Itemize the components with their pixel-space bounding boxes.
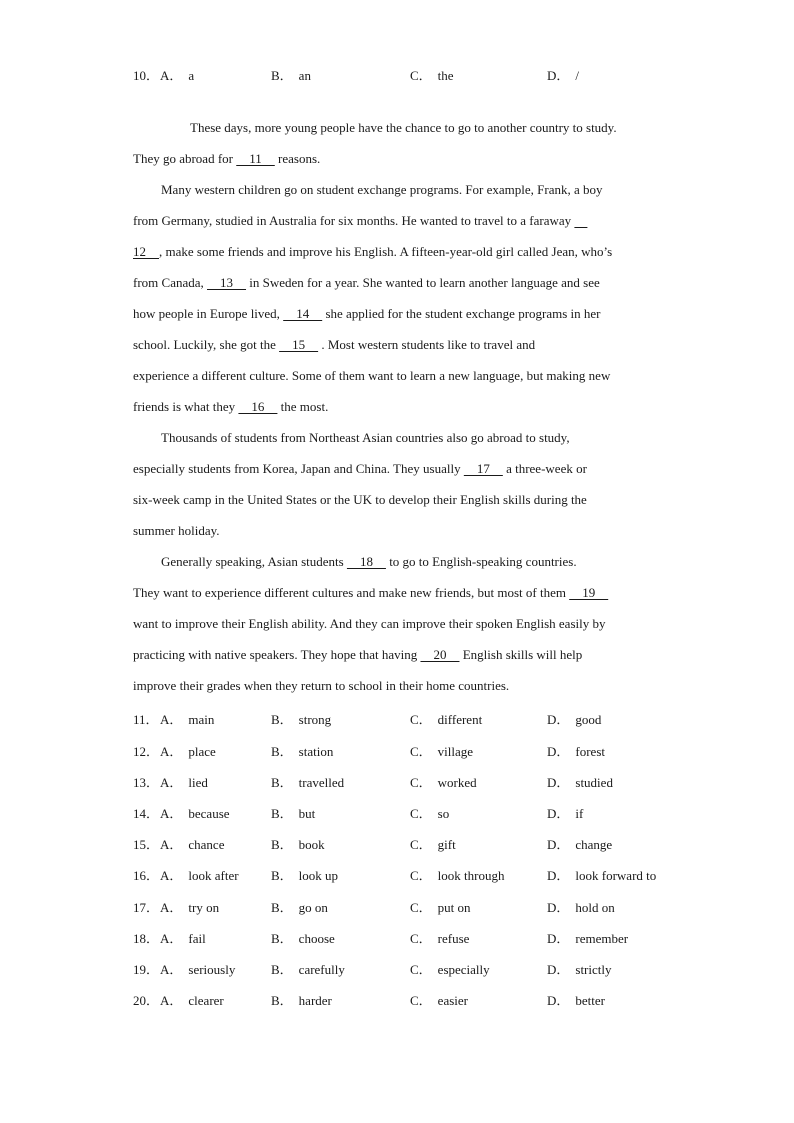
- passage-line: [133, 391, 663, 422]
- question-12: [133, 742, 693, 762]
- passage-text: in Sweden for a year. She wanted to learn another language and see: [246, 275, 600, 290]
- passage-text: she applied for the student exchange programs in her: [322, 306, 601, 321]
- question-13: [133, 773, 693, 793]
- option-text: book: [298, 837, 325, 852]
- option-text: easier: [437, 993, 468, 1008]
- option-text: lied: [188, 775, 208, 790]
- option-text: clearer: [188, 993, 224, 1008]
- option-key: C．: [410, 744, 432, 759]
- option-text: but: [298, 806, 316, 821]
- option-text: look after: [188, 868, 239, 883]
- blank-15: 15: [279, 337, 319, 352]
- option-d: [547, 991, 605, 1011]
- option-key: B．: [271, 868, 293, 883]
- passage-text: Thousands of students from Northeast Asian countries also go abroad to study,: [161, 430, 570, 445]
- question-number: 13．: [133, 775, 160, 790]
- passage-text: from Germany, studied in Australia for six months. He wanted to travel to a faraway: [133, 213, 575, 228]
- passage-text: the most.: [277, 399, 329, 414]
- blank-14: 14: [283, 306, 323, 321]
- option-text: refuse: [437, 931, 470, 946]
- option-key: D．: [547, 993, 570, 1008]
- option-key: D．: [547, 962, 570, 977]
- option-d: [547, 742, 605, 762]
- option-c: [410, 835, 456, 855]
- option-text: carefully: [298, 962, 345, 977]
- option-d: [547, 804, 583, 824]
- option-text: fail: [188, 931, 206, 946]
- blank-11: 11: [236, 151, 275, 166]
- option-b: [271, 960, 345, 980]
- option-text: /: [575, 68, 580, 83]
- option-text: station: [298, 744, 334, 759]
- option-d: [547, 960, 612, 980]
- option-a: [160, 710, 214, 730]
- option-text: put on: [437, 900, 471, 915]
- option-text: place: [188, 744, 216, 759]
- option-a: [160, 66, 194, 86]
- passage-line: [133, 267, 663, 298]
- option-text: the: [437, 68, 454, 83]
- passage-text: friends is what they: [133, 399, 239, 414]
- question-11: [133, 710, 693, 730]
- option-text: chance: [188, 837, 225, 852]
- option-a: [160, 991, 224, 1011]
- option-key: A．: [160, 68, 183, 83]
- option-key: A．: [160, 775, 183, 790]
- passage-line: [133, 453, 663, 484]
- question-number: 11．: [133, 712, 159, 727]
- option-b: [271, 991, 332, 1011]
- passage-text: . Most western students like to travel and: [318, 337, 536, 352]
- question-17: [133, 898, 693, 918]
- passage-line: [133, 236, 663, 267]
- passage-text: reasons.: [274, 151, 321, 166]
- option-a: [160, 742, 216, 762]
- option-key: A．: [160, 868, 183, 883]
- option-text: good: [575, 712, 602, 727]
- option-c: [410, 991, 468, 1011]
- option-key: C．: [410, 837, 432, 852]
- option-text: look up: [298, 868, 339, 883]
- option-text: studied: [575, 775, 613, 790]
- option-key: B．: [271, 993, 293, 1008]
- option-d: [547, 773, 613, 793]
- question-number: 15．: [133, 837, 160, 852]
- option-d: [547, 835, 612, 855]
- option-b: [271, 66, 311, 86]
- option-key: D．: [547, 837, 570, 852]
- option-text: strong: [298, 712, 332, 727]
- option-b: [271, 804, 315, 824]
- option-key: A．: [160, 837, 183, 852]
- option-b: [271, 710, 331, 730]
- option-text: because: [188, 806, 230, 821]
- option-b: [271, 866, 338, 886]
- passage-text: , make some friends and improve his English. A fifteen-year-old girl called Jean, who’s: [159, 244, 613, 259]
- option-key: A．: [160, 993, 183, 1008]
- option-key: A．: [160, 931, 183, 946]
- option-key: C．: [410, 931, 432, 946]
- question-number: 20．: [133, 993, 160, 1008]
- option-key: B．: [271, 931, 293, 946]
- option-c: [410, 773, 477, 793]
- option-key: B．: [271, 962, 293, 977]
- question-number: 19．: [133, 962, 160, 977]
- option-text: an: [298, 68, 311, 83]
- option-key: B．: [271, 900, 293, 915]
- option-key: C．: [410, 712, 432, 727]
- option-text: travelled: [298, 775, 345, 790]
- option-key: D．: [547, 775, 570, 790]
- passage-line: [133, 205, 663, 236]
- question-number: 14．: [133, 806, 160, 821]
- question-19: [133, 960, 693, 980]
- option-key: A．: [160, 712, 183, 727]
- passage-text: how people in Europe lived,: [133, 306, 284, 321]
- option-key: D．: [547, 868, 570, 883]
- passage-line: [133, 112, 663, 143]
- option-a: [160, 835, 224, 855]
- passage-line: [133, 174, 663, 205]
- option-text: change: [575, 837, 613, 852]
- option-c: [410, 898, 471, 918]
- blank-12-start: [574, 205, 587, 236]
- option-a: [160, 960, 235, 980]
- option-a: [160, 773, 208, 793]
- passage-text: practicing with native speakers. They hope that having: [133, 647, 421, 662]
- option-key: C．: [410, 868, 432, 883]
- option-key: A．: [160, 744, 183, 759]
- option-key: D．: [547, 68, 570, 83]
- blank-12: 12: [133, 244, 159, 259]
- question-15: [133, 835, 693, 855]
- blank-17: 17: [463, 461, 503, 476]
- option-text: so: [437, 806, 450, 821]
- option-a: [160, 804, 230, 824]
- option-d: [547, 898, 615, 918]
- option-text: gift: [437, 837, 456, 852]
- option-key: B．: [271, 837, 293, 852]
- passage-text: to go to English-speaking countries.: [385, 554, 577, 569]
- option-c: [410, 804, 449, 824]
- passage-line: [133, 670, 663, 701]
- passage-line: [133, 608, 663, 639]
- option-b: [271, 929, 335, 949]
- passage-text: These days, more young people have the chance to go to another country to study.: [190, 120, 617, 135]
- option-key: B．: [271, 806, 293, 821]
- question-number: 12．: [133, 744, 160, 759]
- option-key: C．: [410, 962, 432, 977]
- option-key: D．: [547, 806, 570, 821]
- passage-line: [133, 546, 663, 577]
- option-d: [547, 929, 628, 949]
- option-a: [160, 929, 206, 949]
- option-b: [271, 898, 328, 918]
- option-text: go on: [298, 900, 328, 915]
- passage-line: [133, 360, 663, 391]
- option-key: B．: [271, 68, 293, 83]
- passage-text: a three-week or: [502, 461, 587, 476]
- passage-line: [133, 484, 663, 515]
- passage-text: They go abroad for: [133, 151, 237, 166]
- option-key: D．: [547, 931, 570, 946]
- passage-text: especially students from Korea, Japan and China. They usually: [133, 461, 464, 476]
- option-text: remember: [575, 931, 629, 946]
- blank-13: 13: [207, 275, 247, 290]
- option-key: C．: [410, 900, 432, 915]
- option-key: C．: [410, 68, 432, 83]
- option-c: [410, 710, 482, 730]
- passage-text: They want to experience different cultures and make new friends, but most of them: [133, 585, 570, 600]
- option-text: a: [188, 68, 195, 83]
- option-text: different: [437, 712, 483, 727]
- passage-text: want to improve their English ability. And they can improve their spoken English easily by: [133, 616, 606, 631]
- question-20: [133, 991, 693, 1011]
- option-text: village: [437, 744, 474, 759]
- option-text: harder: [298, 993, 332, 1008]
- question-14: [133, 804, 693, 824]
- blank-16: 16: [238, 399, 278, 414]
- option-d: [547, 710, 601, 730]
- option-key: D．: [547, 900, 570, 915]
- option-c: [410, 960, 490, 980]
- option-key: B．: [271, 712, 293, 727]
- passage-text: six-week camp in the United States or the UK to develop their English skills during the: [133, 492, 587, 507]
- passage-text: improve their grades when they return to school in their home countries.: [133, 678, 510, 693]
- option-text: strictly: [575, 962, 612, 977]
- option-key: D．: [547, 712, 570, 727]
- passage-line: [133, 422, 663, 453]
- option-text: look through: [437, 868, 505, 883]
- option-text: if: [575, 806, 584, 821]
- blank-18: 18: [346, 554, 386, 569]
- option-a: [160, 898, 219, 918]
- option-text: look forward to: [575, 868, 657, 883]
- option-b: [271, 773, 344, 793]
- option-b: [271, 742, 333, 762]
- option-text: seriously: [188, 962, 236, 977]
- passage-text: school. Luckily, she got the: [133, 337, 280, 352]
- option-b: [271, 835, 325, 855]
- option-key: D．: [547, 744, 570, 759]
- option-d: [547, 866, 656, 886]
- option-text: better: [575, 993, 605, 1008]
- question-number: 18．: [133, 931, 160, 946]
- option-key: B．: [271, 775, 293, 790]
- passage-line: [133, 298, 663, 329]
- passage-line: [133, 143, 663, 174]
- option-c: [410, 929, 469, 949]
- option-text: worked: [437, 775, 477, 790]
- passage-text: summer holiday.: [133, 523, 220, 538]
- option-key: B．: [271, 744, 293, 759]
- blank-20: 20: [420, 647, 460, 662]
- passage-text: Many western children go on student exchange programs. For example, Frank, a boy: [161, 182, 603, 197]
- passage-text: from Canada,: [133, 275, 208, 290]
- option-text: choose: [298, 931, 335, 946]
- passage-line: [133, 329, 663, 360]
- cloze-passage: [133, 112, 663, 701]
- option-c: [410, 866, 504, 886]
- passage-text: Generally speaking, Asian students: [161, 554, 347, 569]
- option-c: [410, 66, 454, 86]
- question-number: 17．: [133, 900, 160, 915]
- option-text: especially: [437, 962, 490, 977]
- question-number: 16．: [133, 868, 160, 883]
- passage-text: experience a different culture. Some of them want to learn a new language, but making new: [133, 368, 611, 383]
- blank-19: 19: [569, 585, 609, 600]
- option-key: C．: [410, 775, 432, 790]
- option-a: [160, 866, 239, 886]
- option-key: C．: [410, 806, 432, 821]
- passage-line: [133, 515, 663, 546]
- option-key: A．: [160, 900, 183, 915]
- option-c: [410, 742, 473, 762]
- option-text: hold on: [575, 900, 615, 915]
- passage-line: [133, 577, 663, 608]
- question-16: [133, 866, 693, 886]
- question-18: [133, 929, 693, 949]
- option-key: A．: [160, 806, 183, 821]
- question-number: 10．: [133, 68, 160, 83]
- passage-text: English skills will help: [459, 647, 583, 662]
- option-key: A．: [160, 962, 183, 977]
- passage-line: [133, 639, 663, 670]
- option-text: main: [188, 712, 215, 727]
- question-10: [133, 66, 693, 86]
- option-text: try on: [188, 900, 220, 915]
- option-text: forest: [575, 744, 605, 759]
- option-key: C．: [410, 993, 432, 1008]
- option-d: [547, 66, 579, 86]
